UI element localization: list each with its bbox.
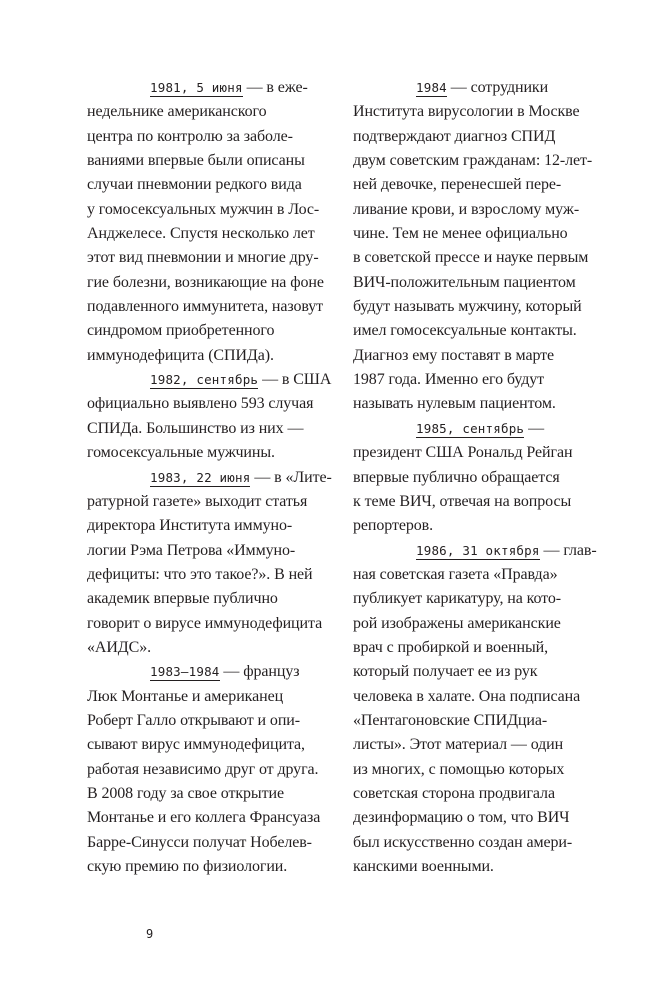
line-text: президент США Рональд Рейган xyxy=(353,444,573,462)
text-line xyxy=(353,514,619,538)
text-line xyxy=(87,271,353,295)
line-text: Роберт Галло открывают и опи- xyxy=(87,711,300,729)
text-line xyxy=(87,806,353,830)
line-text: этот вид пневмонии и многие дру- xyxy=(87,249,319,267)
text-line xyxy=(87,490,353,514)
text-line xyxy=(353,392,619,416)
line-text: говорит о вирусе иммунодефицита xyxy=(87,614,323,632)
line-text: Диагноз ему поставят в марте xyxy=(353,346,555,364)
line-text: имел гомосексуальные контакты. xyxy=(353,322,577,340)
text-line xyxy=(353,685,619,709)
text-line xyxy=(353,125,619,149)
line-text: недельнике американского xyxy=(87,103,267,121)
text-line xyxy=(353,636,619,660)
left-column xyxy=(87,76,353,879)
text-line xyxy=(87,758,353,782)
text-line xyxy=(353,733,619,757)
text-line xyxy=(353,319,619,343)
text-line xyxy=(87,636,353,660)
line-text: гие болезни, возникающие на фоне xyxy=(87,273,324,291)
text-line xyxy=(353,344,619,368)
line-text: дезинформацию о том, что ВИЧ xyxy=(353,809,570,827)
line-text: «Пентагоновские СПИДциа- xyxy=(353,711,548,729)
line-text: Монтанье и его коллега Франсуаза xyxy=(87,809,321,827)
timeline-date: 1986, 31 октября xyxy=(416,542,540,558)
line-text: СПИДа. Большинство из них — xyxy=(87,419,304,437)
line-text: публикует карикатуру, на кото- xyxy=(353,590,561,608)
line-text: иммунодефицита (СПИДа). xyxy=(87,346,274,364)
text-line xyxy=(87,831,353,855)
line-text: ВИЧ-положительным пациентом xyxy=(353,273,576,291)
line-text: логии Рэма Петрова «Иммуно- xyxy=(87,541,296,559)
line-text: из многих, с помощью которых xyxy=(353,760,565,778)
line-text: сывают вирус иммунодефицита, xyxy=(87,736,305,754)
timeline-date: 1982, сентябрь xyxy=(150,372,259,388)
line-text: — в «Лите- xyxy=(250,468,332,486)
text-line xyxy=(87,539,353,563)
text-line xyxy=(87,173,353,197)
page-number: 9 xyxy=(146,927,154,941)
timeline-entry-start-line xyxy=(353,417,619,441)
line-text: рой изображены американские xyxy=(353,614,561,632)
text-line xyxy=(353,222,619,246)
text-line xyxy=(353,198,619,222)
text-line xyxy=(87,855,353,879)
text-line xyxy=(87,392,353,416)
text-line xyxy=(87,100,353,124)
line-text: листы». Этот материал — один xyxy=(353,736,564,754)
line-text: случаи пневмонии редкого вида xyxy=(87,176,302,194)
text-line xyxy=(87,709,353,733)
line-text: ратурной газете» выходит статья xyxy=(87,492,308,510)
line-text: дефициты: что это такое?». В ней xyxy=(87,565,313,583)
line-text: врач с пробиркой и военный, xyxy=(353,638,548,656)
text-line xyxy=(87,222,353,246)
line-text: центра по контролю за заболе- xyxy=(87,127,293,145)
line-text: Люк Монтанье и американец xyxy=(87,687,284,705)
text-line xyxy=(87,149,353,173)
line-text: синдромом приобретенного xyxy=(87,322,275,340)
timeline-entry-start-line xyxy=(87,76,353,100)
text-line xyxy=(87,417,353,441)
text-line xyxy=(353,563,619,587)
line-text: — сотрудники xyxy=(446,79,549,96)
line-text: «АИДС». xyxy=(87,638,151,656)
text-line xyxy=(87,514,353,538)
line-text: впервые публично обращается xyxy=(353,468,560,486)
text-line xyxy=(353,831,619,855)
timeline-date: 1983, 22 июня xyxy=(150,469,251,485)
text-line xyxy=(353,246,619,270)
line-text: ная советская газета «Правда» xyxy=(353,565,558,583)
timeline-date: 1981, 5 июня xyxy=(150,80,243,95)
line-text: — в еже- xyxy=(242,79,308,96)
line-text: к теме ВИЧ, отвечая на вопросы xyxy=(353,492,572,510)
text-line xyxy=(87,563,353,587)
text-line xyxy=(87,295,353,319)
text-line xyxy=(353,806,619,830)
line-text: у гомосексуальных мужчин в Лос- xyxy=(87,200,320,218)
line-text: — в США xyxy=(258,371,332,389)
line-text: ливание крови, и взрослому муж- xyxy=(353,200,580,218)
text-line xyxy=(353,709,619,733)
line-text: — xyxy=(524,419,544,437)
line-text: Института вирусологии в Москве xyxy=(353,103,580,121)
line-text: называть нулевым пациентом. xyxy=(353,395,556,413)
text-line xyxy=(87,198,353,222)
line-text: человека в халате. Она подписана xyxy=(353,687,581,705)
line-text: подавленного иммунитета, назовут xyxy=(87,298,324,316)
text-line xyxy=(353,490,619,514)
line-text: подтверждают диагноз СПИД xyxy=(353,127,556,145)
timeline-entry-start-line xyxy=(353,539,619,563)
line-text: в советской прессе и науке первым xyxy=(353,249,589,267)
text-line xyxy=(353,587,619,611)
line-text: — глав- xyxy=(539,541,597,559)
text-line xyxy=(87,125,353,149)
line-text: директора Института иммуно- xyxy=(87,517,293,535)
text-line xyxy=(87,441,353,465)
text-line xyxy=(87,685,353,709)
text-line xyxy=(353,758,619,782)
line-text: который получает ее из рук xyxy=(353,663,538,681)
timeline-date: 1984 xyxy=(416,80,447,95)
text-line xyxy=(87,319,353,343)
text-line xyxy=(87,733,353,757)
text-line xyxy=(353,660,619,684)
text-line xyxy=(353,368,619,392)
text-line xyxy=(87,246,353,270)
line-text: Барре-Синусси получат Нобелев- xyxy=(87,833,312,851)
text-line xyxy=(353,466,619,490)
text-line xyxy=(353,271,619,295)
timeline-entry-start-line xyxy=(87,466,353,490)
text-line xyxy=(353,100,619,124)
text-line xyxy=(353,295,619,319)
line-text: канскими военными. xyxy=(353,858,494,875)
text-line xyxy=(353,173,619,197)
line-text: репортеров. xyxy=(353,517,434,535)
text-line xyxy=(353,612,619,636)
text-line xyxy=(87,587,353,611)
text-line xyxy=(87,612,353,636)
timeline-date: 1985, сентябрь xyxy=(416,420,525,436)
line-text: советская сторона продвигала xyxy=(353,784,555,802)
line-text: двум советским гражданам: 12-лет- xyxy=(353,152,593,170)
line-text: официально выявлено 593 случая xyxy=(87,395,314,413)
line-text: будут называть мужчину, который xyxy=(353,298,582,316)
line-text: ней девочке, перенесшей пере- xyxy=(353,176,562,194)
text-line xyxy=(353,855,619,879)
line-text: был искусственно создан амери- xyxy=(353,833,573,851)
line-text: Анджелесе. Спустя несколько лет xyxy=(87,225,315,243)
text-line xyxy=(353,782,619,806)
text-line xyxy=(87,782,353,806)
timeline-date: 1983–1984 xyxy=(150,664,220,680)
line-text: чине. Тем не менее официально xyxy=(353,225,568,243)
timeline-entry-start-line xyxy=(353,76,619,100)
line-text: скую премию по физиологии. xyxy=(87,858,288,875)
text-line xyxy=(353,149,619,173)
timeline-entry-start-line xyxy=(87,660,353,684)
timeline-entry-start-line xyxy=(87,368,353,392)
right-column xyxy=(353,76,619,879)
text-line xyxy=(353,441,619,465)
line-text: гомосексуальные мужчины. xyxy=(87,444,275,462)
text-line xyxy=(87,344,353,368)
line-text: работая независимо друг от друга. xyxy=(87,760,319,778)
line-text: — француз xyxy=(219,663,300,681)
line-text: академик впервые публично xyxy=(87,590,278,608)
line-text: 1987 года. Именно его будут xyxy=(353,371,545,389)
line-text: В 2008 году за свое открытие xyxy=(87,784,284,802)
line-text: ваниями впервые были описаны xyxy=(87,152,305,170)
